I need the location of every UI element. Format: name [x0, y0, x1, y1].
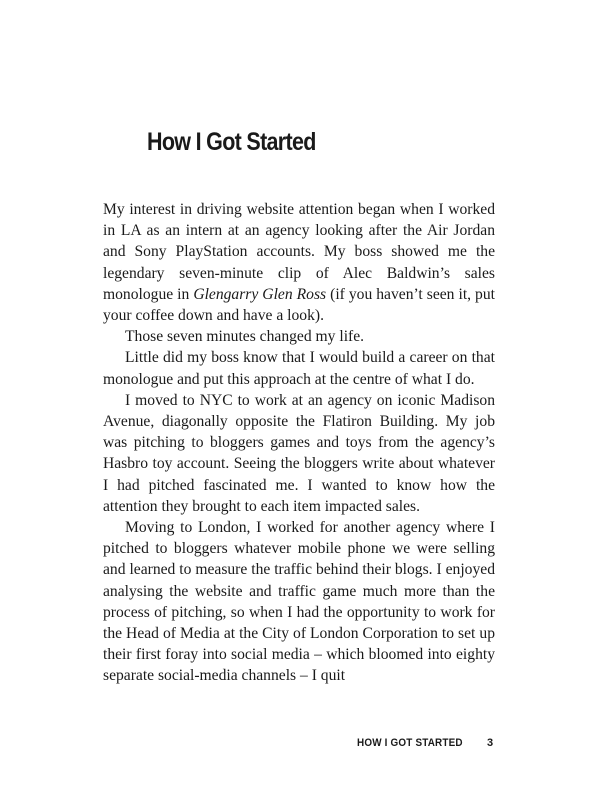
paragraph-1: [103, 199, 495, 326]
paragraph-5: Moving to London, I worked for another agency where I pitched to bloggers whatever mobile phone we were selling and learned to measure the traffic behind their blogs. I enjoyed analysing the website and traffic game much more than the process of pitching, so when I had the opportunity to work for the Head of Media at the City of London Corporation to set up their first foray into social media – which bloomed into eighty separate social-media channels – I quit: [103, 519, 495, 685]
paragraph-1-text-after: (if you haven’t seen it, put your coffee down and have a look).: [103, 285, 495, 325]
paragraph-2: Those seven minutes changed my life.: [125, 328, 365, 346]
body-text: [103, 199, 495, 687]
film-title: Glengarry Glen Ross: [193, 285, 327, 303]
paragraph-3: Little did my boss know that I would build a career on that monologue and put this approach at the centre of what I do.: [103, 349, 495, 388]
page-number: 3: [487, 737, 494, 749]
paragraph-1-text-before: My interest in driving website attention began when I worked in LA as an intern at an agency looking after the Air Jordan and Sony PlayStation accounts. My boss showed me the legendary seven-minute clip of Alec Baldwin’s sales monologue in: [103, 201, 495, 303]
running-head: HOW I GOT STARTED: [357, 737, 463, 749]
paragraph-4: I moved to NYC to work at an agency on iconic Madison Avenue, diagonally opposite the Flatiron Building. My job was pitching to bloggers games and toys from the agency’s Hasbro toy account. Seeing the bloggers write about whatever I had pitched fascinated me. I wanted to know how the attention they brought to each item impacted sales.: [103, 391, 495, 515]
chapter-title: How I Got Started: [147, 128, 316, 156]
